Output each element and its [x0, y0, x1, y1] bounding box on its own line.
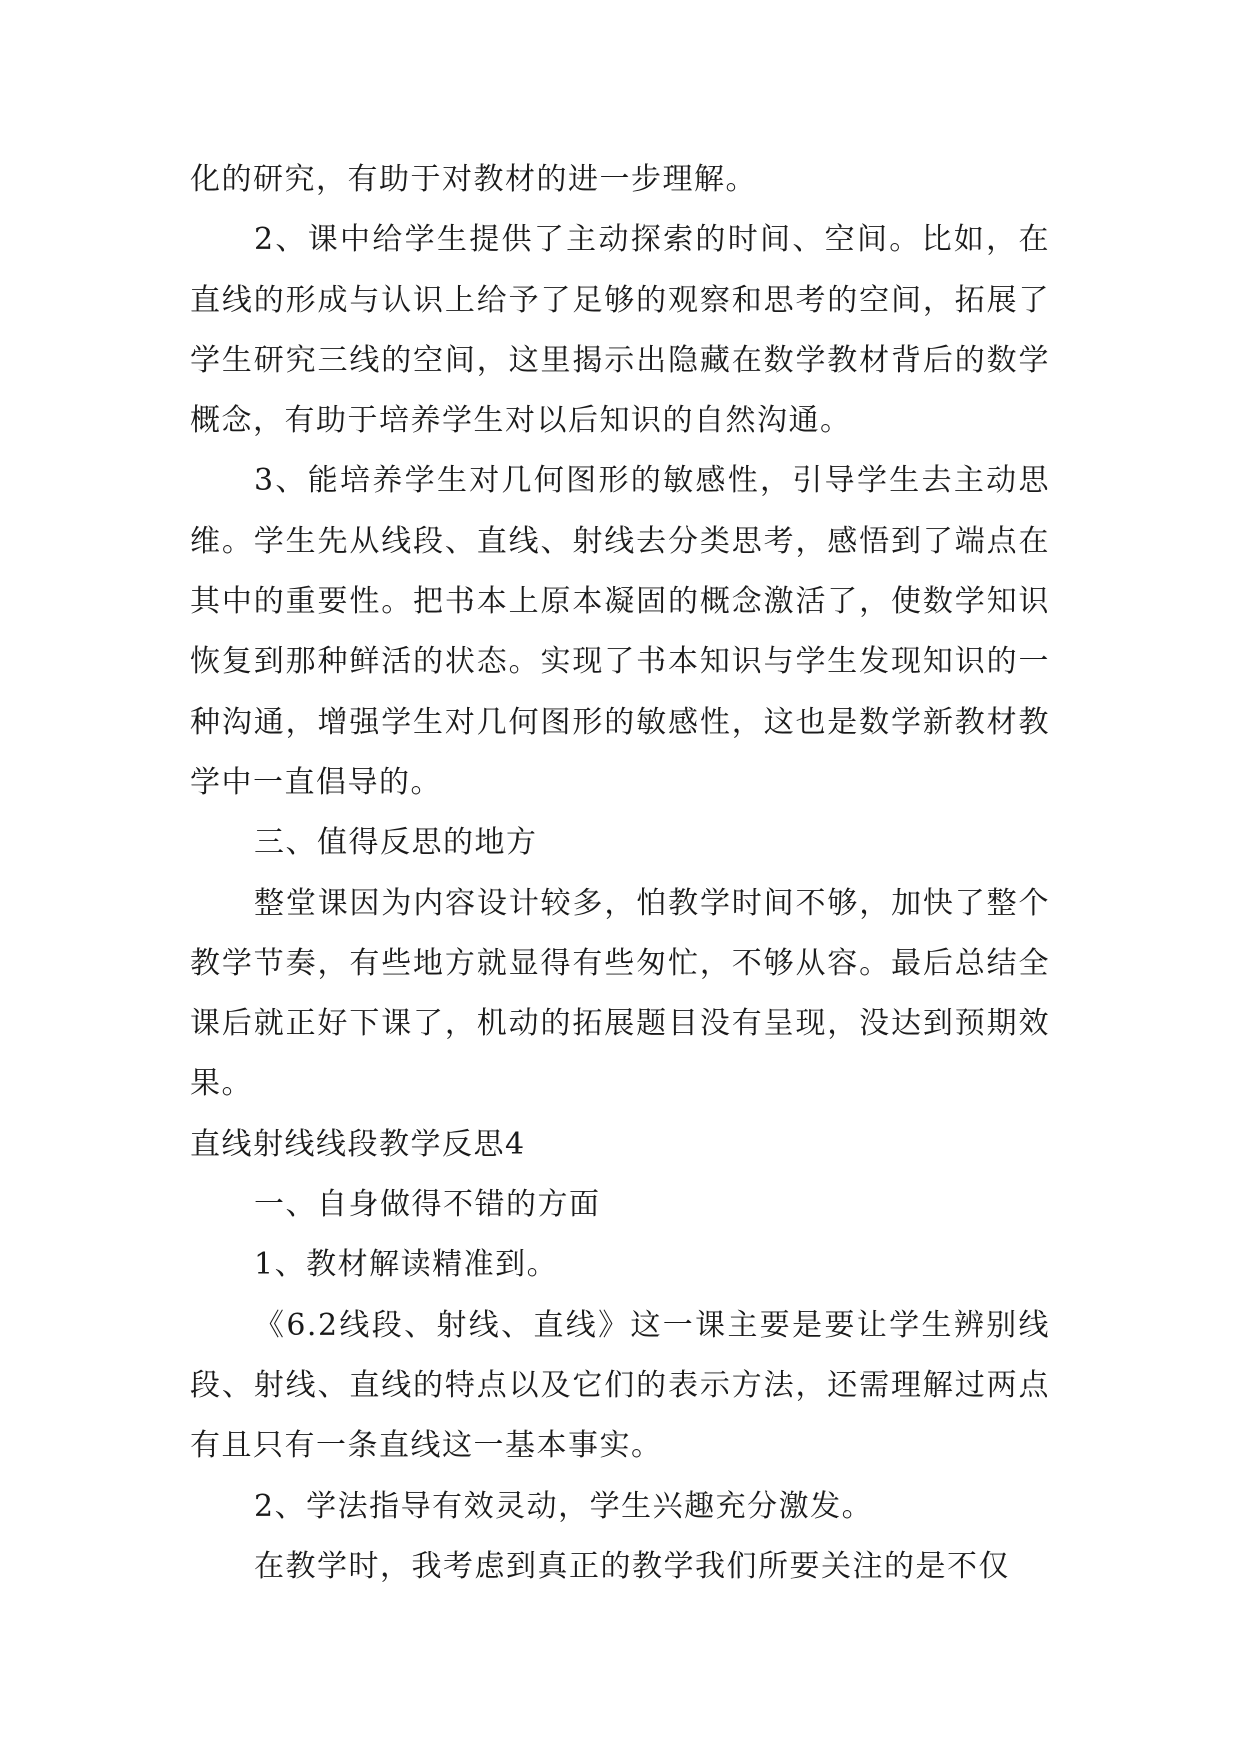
- article-title: 直线射线线段教学反思4: [190, 1126, 526, 1162]
- paragraph-lesson-summary: 《6.2线段、射线、直线》这一课主要是要让学生辨别线段、射线、直线的特点以及它们的表示方法，还需理解过两点有且只有一条直线这一基本事实。: [190, 1307, 1050, 1464]
- subheading-point-1: 1、教材解读精准到。: [254, 1247, 559, 1283]
- section-heading-reflection: 三、值得反思的地方: [254, 825, 538, 861]
- document-body: [190, 150, 1050, 1597]
- paragraph-point-2: 2、课中给学生提供了主动探索的时间、空间。比如，在直线的形成与认识上给予了足够的观察和思考的空间，拓展了学生研究三线的空间，这里揭示出隐藏在数学教材背后的数学概念，有助于培养学生对以后知识的自然沟通。: [190, 222, 1050, 439]
- paragraph-continuation: 化的研究，有助于对教材的进一步理解。: [190, 162, 757, 197]
- paragraph-teaching: 在教学时，我考虑到真正的教学我们所要关注的是不仅: [254, 1548, 1010, 1584]
- paragraph-point-3: 3、能培养学生对几何图形的敏感性，引导学生去主动思维。学生先从线段、直线、射线去分类思考，感悟到了端点在其中的重要性。把书本上原本凝固的概念激活了，使数学知识恢复到那种鲜活的状态。实现了书本知识与学生发现知识的一种沟通，增强学生对几何图形的敏感性，这也是数学新教材教学中一直倡导的。: [190, 463, 1050, 800]
- subheading-point-2: 2、学法指导有效灵动，学生兴趣充分激发。: [254, 1488, 874, 1524]
- section-heading-strengths: 一、自身做得不错的方面: [254, 1187, 601, 1223]
- paragraph-reflection: 整堂课因为内容设计较多，怕教学时间不够，加快了整个教学节奏，有些地方就显得有些匆忙，不够从容。最后总结全课后就正好下课了，机动的拓展题目没有呈现，没达到预期效果。: [190, 885, 1050, 1102]
